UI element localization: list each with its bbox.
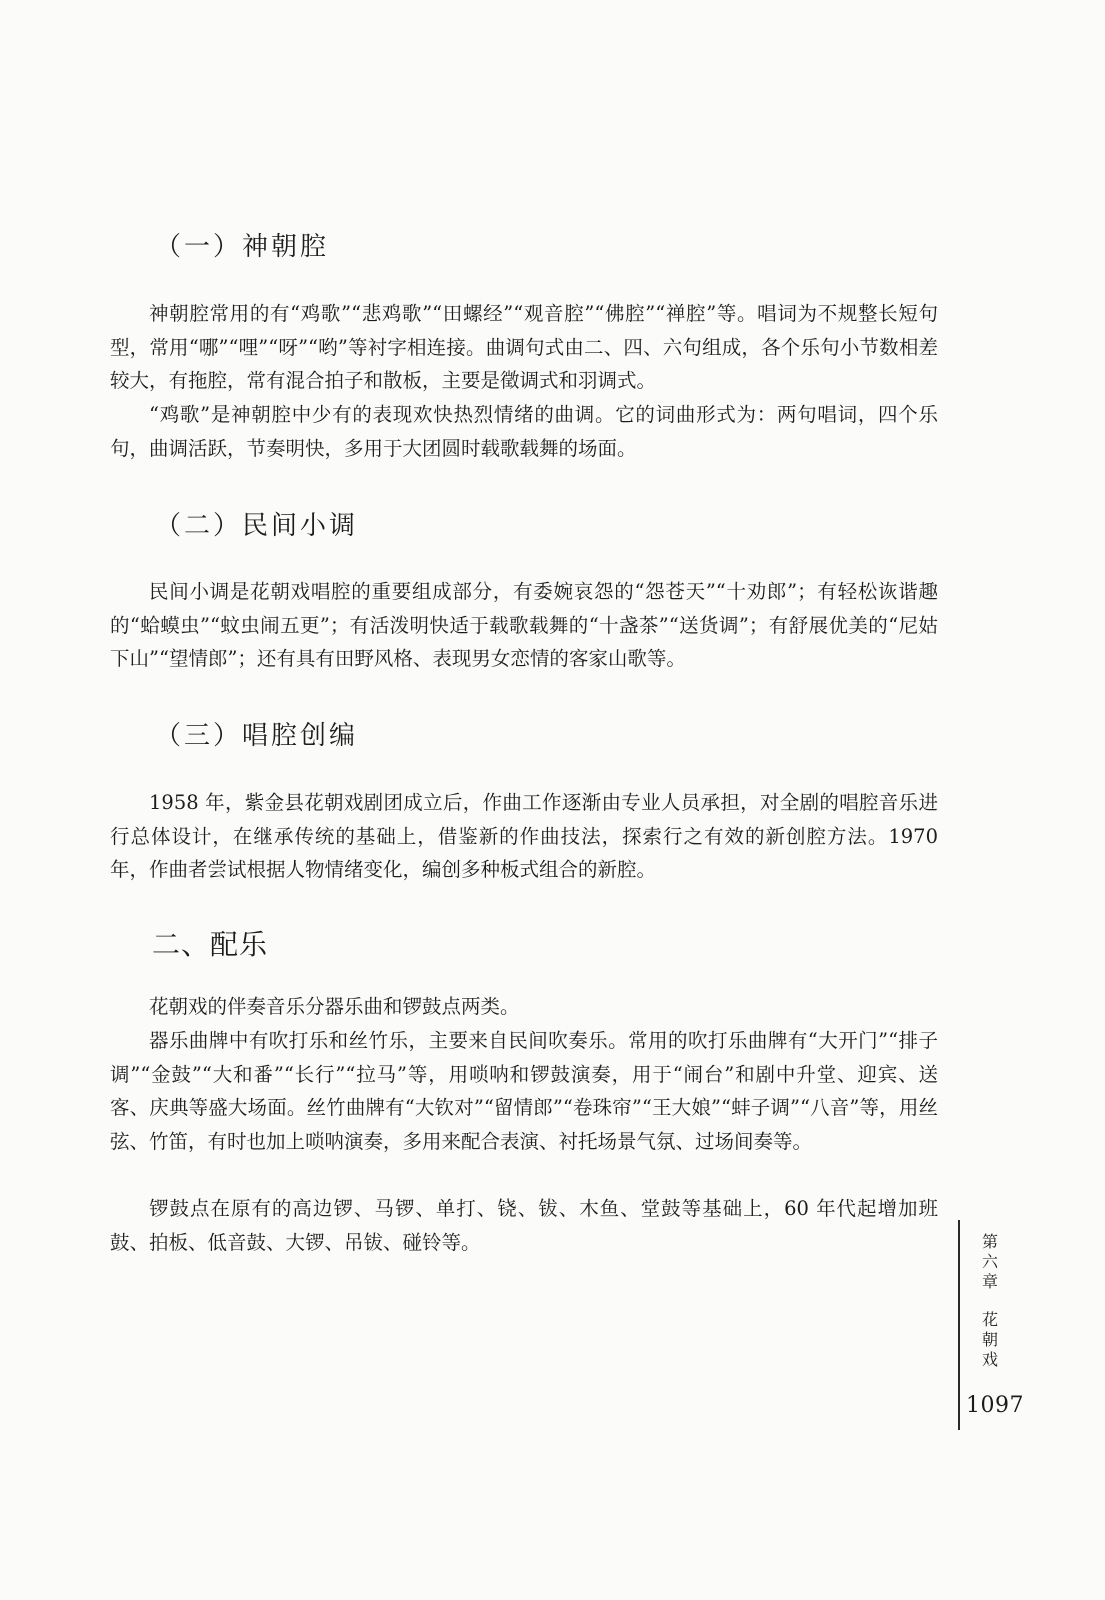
paragraph: 1958 年，紫金县花朝戏剧团成立后，作曲工作逐渐由专业人员承担，对全剧的唱腔音乐进行总体设计，在继承传统的基础上，借鉴新的作曲技法，探索行之有效的新创腔方法。1970 年，作曲者尝试根据人物情绪变化，编创多种板式组合的新腔。 bbox=[110, 791, 938, 881]
paragraph: 锣鼓点在原有的高边锣、马锣、单打、铙、钹、木鱼、堂鼓等基础上，60 年代起增加班鼓、拍板、低音鼓、大锣、吊钹、碰铃等。 bbox=[110, 1197, 938, 1254]
paragraph: 花朝戏的伴奏音乐分器乐曲和锣鼓点两类。 bbox=[149, 995, 520, 1018]
title-char: 花 bbox=[981, 1310, 998, 1329]
section-title-minjian-xiaodiao: （二）民间小调 bbox=[155, 511, 359, 541]
paragraph: 神朝腔常用的有“鸡歌”“悲鸡歌”“田螺经”“观音腔”“佛腔”“禅腔”等。唱词为不规整长短句型，常用“哪”“哩”“呀”“哟”等衬字相连接。曲调句式由二、四、六句组成，各个乐句小节数相差较大，有拖腔，常有混合拍子和散板，主要是徵调式和羽调式。 bbox=[110, 302, 938, 392]
paragraph: “鸡歌”是神朝腔中少有的表现欢快热烈情绪的曲调。它的词曲形式为：两句唱词，四个乐句，曲调活跃，节奏明快，多用于大团圆时载歌载舞的场面。 bbox=[110, 403, 938, 460]
section-title-changqiang-chuangbian: （三）唱腔创编 bbox=[155, 721, 359, 751]
chapter-char: 六 bbox=[981, 1252, 998, 1271]
paragraph: 民间小调是花朝戏唱腔的重要组成部分，有委婉哀怨的“怨苍天”“十劝郎”；有轻松诙谐趣的“蛤蟆虫”“蚊虫闹五更”；有活泼明快适于载歌载舞的“十盏茶”“送货调”；有舒展优美的“尼姑下山”“望情郎”；还有具有田野风格、表现男女恋情的客家山歌等。 bbox=[110, 580, 938, 670]
margin-rule bbox=[958, 1220, 960, 1430]
chapter-char: 第 bbox=[981, 1232, 998, 1251]
running-header bbox=[978, 1232, 1002, 1370]
spacer bbox=[978, 1292, 1002, 1310]
section-title-shenchaoqiang: （一）神朝腔 bbox=[155, 232, 330, 262]
paragraph: 器乐曲牌中有吹打乐和丝竹乐，主要来自民间吹奏乐。常用的吹打乐曲牌有“大开门”“排子调”“金鼓”“大和番”“长行”“拉马”等，用唢呐和锣鼓演奏，用于“闹台”和剧中升堂、迎宾、送客、庆典等盛大场面。丝竹曲牌有“大钦对”“留情郎”“卷珠帘”“王大娘”“蚌子调”“八音”等，用丝弦、竹笛，有时也加上唢呐演奏，多用来配合表演、衬托场景气氛、过场间奏等。 bbox=[110, 1029, 938, 1153]
title-char: 戏 bbox=[981, 1350, 998, 1369]
title-char: 朝 bbox=[981, 1330, 998, 1349]
page-number: 1097 bbox=[966, 1393, 1024, 1418]
chapter-char: 章 bbox=[981, 1272, 998, 1291]
chapter-title-peiyue: 二、配乐 bbox=[152, 928, 269, 961]
